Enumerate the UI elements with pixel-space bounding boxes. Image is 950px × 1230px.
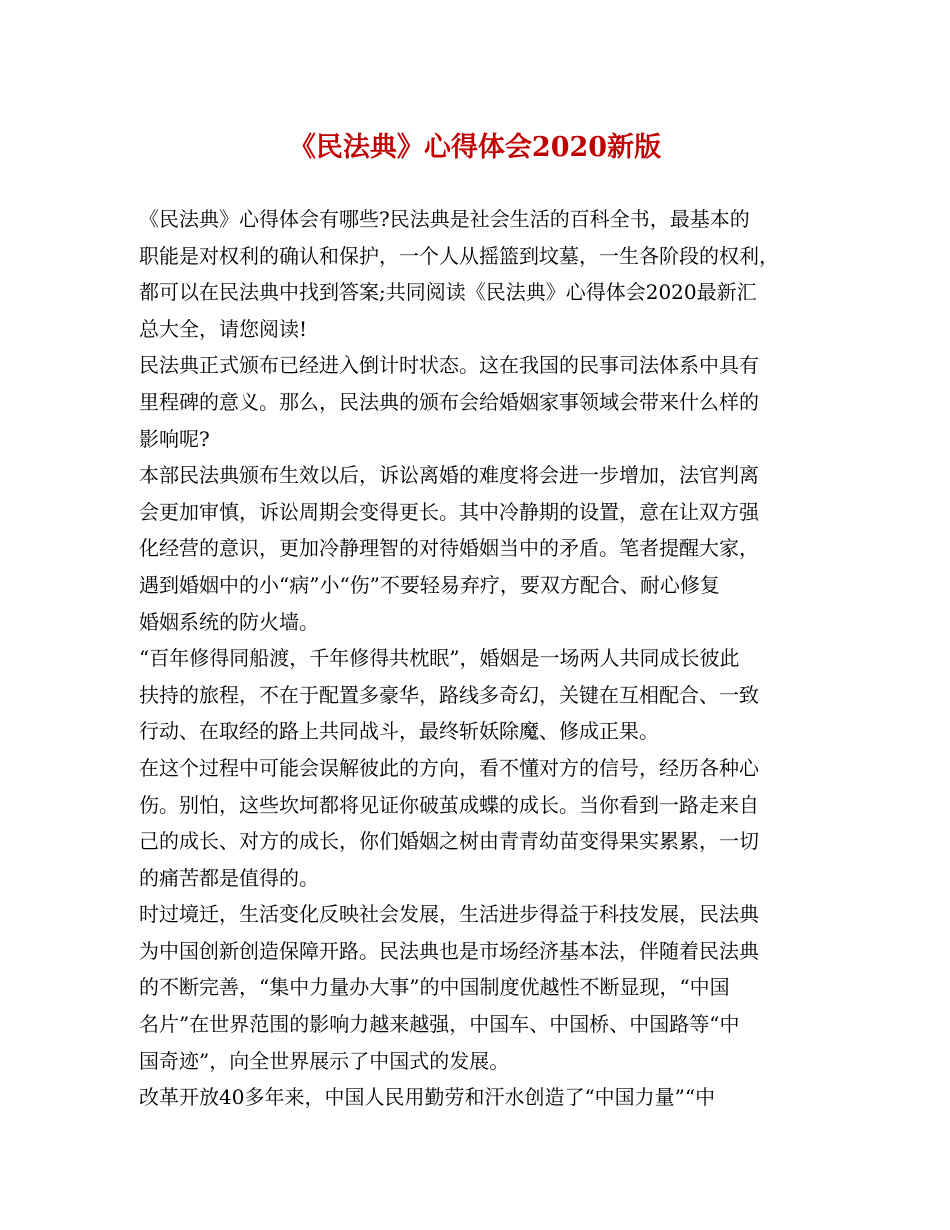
document-body — [139, 201, 819, 1116]
paragraph-line: 都可以在民法典中找到答案;共同阅读《民法典》心得体会2020最新汇 — [139, 280, 757, 305]
paragraph-line: 里程碑的意义。那么，民法典的颁布会给婚姻家事领域会带来什么样的 — [139, 389, 759, 414]
paragraph-line: 化经营的意识，更加冷静理智的对待婚姻当中的矛盾。笔者提醒大家， — [139, 536, 759, 561]
paragraph — [139, 750, 819, 896]
paragraph-line: 民法典正式颁布已经进入倒计时状态。这在我国的民事司法体系中具有 — [139, 353, 759, 378]
paragraph-line: 的痛苦都是值得的。 — [139, 865, 319, 890]
paragraph-line: 会更加审慎，诉讼周期会变得更长。其中冷静期的设置，意在让双方强 — [139, 499, 759, 524]
paragraph — [139, 640, 819, 750]
paragraph-line: 在这个过程中可能会误解彼此的方向，看不懂对方的信号，经历各种心 — [139, 755, 759, 780]
paragraph-line: 影响呢? — [139, 426, 210, 451]
paragraph-line: 名片”在世界范围的影响力越来越强，中国车、中国桥、中国路等“中 — [139, 1012, 740, 1037]
paragraph-line: 婚姻系统的防火墙。 — [139, 609, 319, 634]
paragraph-line: 扶持的旅程，不在于配置多豪华，路线多奇幻，关键在互相配合、一致 — [139, 682, 759, 707]
paragraph — [139, 201, 819, 347]
paragraph — [139, 347, 819, 457]
paragraph-line: 时过境迁，生活变化反映社会发展，生活进步得益于科技发展，民法典 — [139, 902, 759, 927]
paragraph — [139, 457, 819, 640]
paragraph-line: 遇到婚姻中的小“病”小“伤”不要轻易弃疗，要双方配合、耐心修复 — [139, 572, 720, 597]
paragraph-line: “百年修得同船渡，千年修得共枕眠”，婚姻是一场两人共同成长彼此 — [139, 646, 740, 671]
paragraph — [139, 1079, 819, 1116]
paragraph-line: 改革开放40多年来，中国人民用勤劳和汗水创造了“中国力量”“中 — [139, 1085, 716, 1110]
paragraph-line: 己的成长、对方的成长，你们婚姻之树由青青幼苗变得果实累累，一切 — [139, 829, 759, 854]
paragraph — [139, 896, 819, 1079]
paragraph-line: 国奇迹”，向全世界展示了中国式的发展。 — [139, 1048, 510, 1073]
paragraph-line: 为中国创新创造保障开路。民法典也是市场经济基本法，伴随着民法典 — [139, 938, 759, 963]
paragraph-line: 行动、在取经的路上共同战斗，最终斩妖除魔、修成正果。 — [139, 719, 659, 744]
paragraph-line: 本部民法典颁布生效以后，诉讼离婚的难度将会进一步增加，法官判离 — [139, 463, 759, 488]
paragraph-line: 职能是对权利的确认和保护，一个人从摇篮到坟墓，一生各阶段的权利， — [139, 243, 779, 268]
paragraph-line: 《民法典》心得体会有哪些?民法典是社会生活的百科全书，最基本的 — [139, 207, 750, 231]
paragraph-line: 的不断完善，“集中力量办大事”的中国制度优越性不断显现，“中国 — [139, 975, 730, 1000]
paragraph-line: 总大全，请您阅读! — [139, 316, 308, 341]
paragraph-line: 伤。别怕，这些坎坷都将见证你破茧成蝶的成长。当你看到一路走来自 — [139, 792, 759, 817]
document-title: 《民法典》心得体会2020新版 — [288, 132, 662, 163]
